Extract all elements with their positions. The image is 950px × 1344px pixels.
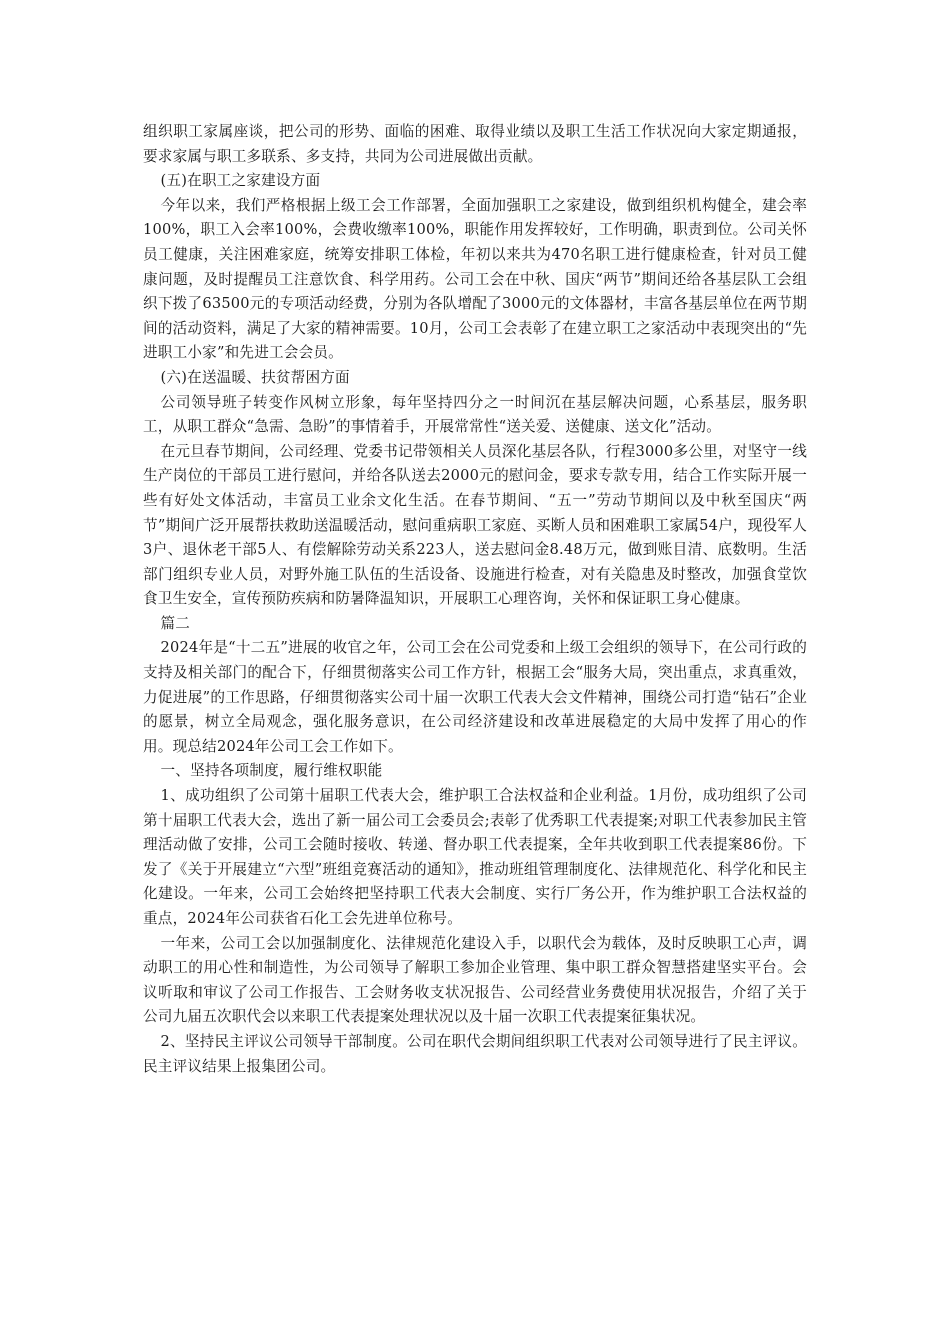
paragraph-leadership-style: 公司领导班子转变作风树立形象，每年坚持四分之一时间沉在基层解决问题，心系基层，服务职工，从职工群众“急需、急盼”的事情着手，开展常常性“送关爱、送健康、送文化”活动。 <box>143 393 807 436</box>
heading-part-two: 篇二 <box>160 614 191 632</box>
paragraph-spring-festival: 在元旦春节期间，公司经理、党委书记带领相关人员深化基层各队，行程3000多公里，对坚守一线生产岗位的干部员工进行慰问，并给各队送去2000元的慰问金，要求专款专用，结合工作实际开展一些有好处文体活动，丰富员工业余文化生活。在春节期间、“五一”劳动节期间以及中秋至国庆“两节”期间广泛开展帮扶救助送温暖活动，慰问重病职工家庭、买断人员和困难职工家属54户，现役军人3户、退休老干部5人、有偿解除劳动关系223人，送去慰问金8.48万元，做到账目清、底数明。生活部门组织专业人员，对野外施工队伍的生活设备、设施进行检查，对有关隐患及时整改，加强食堂饮食卫生安全，宣传预防疾病和防暑降温知识，开展职工心理咨询，关怀和保证职工身心健康。 <box>143 442 807 608</box>
heading-staff-home: (五)在职工之家建设方面 <box>160 172 321 190</box>
heading-poverty-relief: (六)在送温暖、扶贫帮困方面 <box>160 368 350 386</box>
paragraph-item-two: 2、坚持民主评议公司领导干部制度。公司在职代会期间组织职工代表对公司领导进行了民主评议。民主评议结果上报集团公司。 <box>143 1032 807 1075</box>
paragraph-staff-home: 今年以来，我们严格根据上级工会工作部署，全面加强职工之家建设，做到组织机构健全，建会率100%，职工入会率100%，会费收缴率100%，职能作用发挥较好，工作明确，职责到位。公司关怀员工健康，关注困难家庭，统筹安排职工体检，年初以来共为470名职工进行健康检查，针对员工健康问题，及时提醒员工注意饮食、科学用药。公司工会在中秋、国庆“两节”期间还给各基层队工会组织下拨了63500元的专项活动经费，分别为各队增配了3000元的文体器材，丰富各基层单位在两节期间的活动资料，满足了大家的精神需要。10月，公司工会表彰了在建立职工之家活动中表现突出的“先进职工小家”和先进工会会员。 <box>143 196 807 362</box>
paragraph-year-review: 一年来，公司工会以加强制度化、法律规范化建设入手，以职代会为载体，及时反映职工心声，调动职工的用心性和制造性，为公司领导了解职工参加企业管理、集中职工群众智慧搭建坚实平台。会议听取和审议了公司工作报告、工会财务收支状况报告、公司经营业务费使用状况报告，介绍了关于公司九届五次职代会以来职工代表提案处理状况以及十届一次职工代表提案征集状况。 <box>143 934 807 1026</box>
heading-section-one: 一、坚持各项制度，履行维权职能 <box>160 762 383 780</box>
paragraph-family-meeting: 组织职工家属座谈，把公司的形势、面临的困难、取得业绩以及职工生活工作状况向大家定期通报，要求家属与职工多联系、多支持，共同为公司进展做出贡献。 <box>143 123 807 165</box>
paragraph-item-one: 1、成功组织了公司第十届职工代表大会，维护职工合法权益和企业利益。1月份，成功组织了公司第十届职工代表大会，选出了新一届公司工会委员会;表彰了优秀职工代表提案;对职工代表参加民主管理活动做了安排，公司工会随时接收、转递、督办职工代表提案，全年共收到职工代表提案86份。下发了《关于开展建立“六型”班组竞赛活动的通知》，推动班组管理制度化、法律规范化、科学化和民主化建设。一年来，公司工会始终把坚持职工代表大会制度、实行厂务公开，作为维护职工合法权益的重点，2024年公司获省石化工会先进单位称号。 <box>143 787 807 927</box>
document-page <box>143 120 807 1079</box>
paragraph-2024-summary: 2024年是“十二五”进展的收官之年，公司工会在公司党委和上级工会组织的领导下，在公司行政的支持及相关部门的配合下，仔细贯彻落实公司工作方针，根据工会“服务大局，突出重点，求真重效，力促进展”的工作思路，仔细贯彻落实公司十届一次职工代表大会文件精神，围绕公司打造“钻石”企业的愿景，树立全局观念，强化服务意识，在公司经济建设和改革进展稳定的大局中发挥了用心的作用。现总结2024年公司工会工作如下。 <box>143 639 807 755</box>
